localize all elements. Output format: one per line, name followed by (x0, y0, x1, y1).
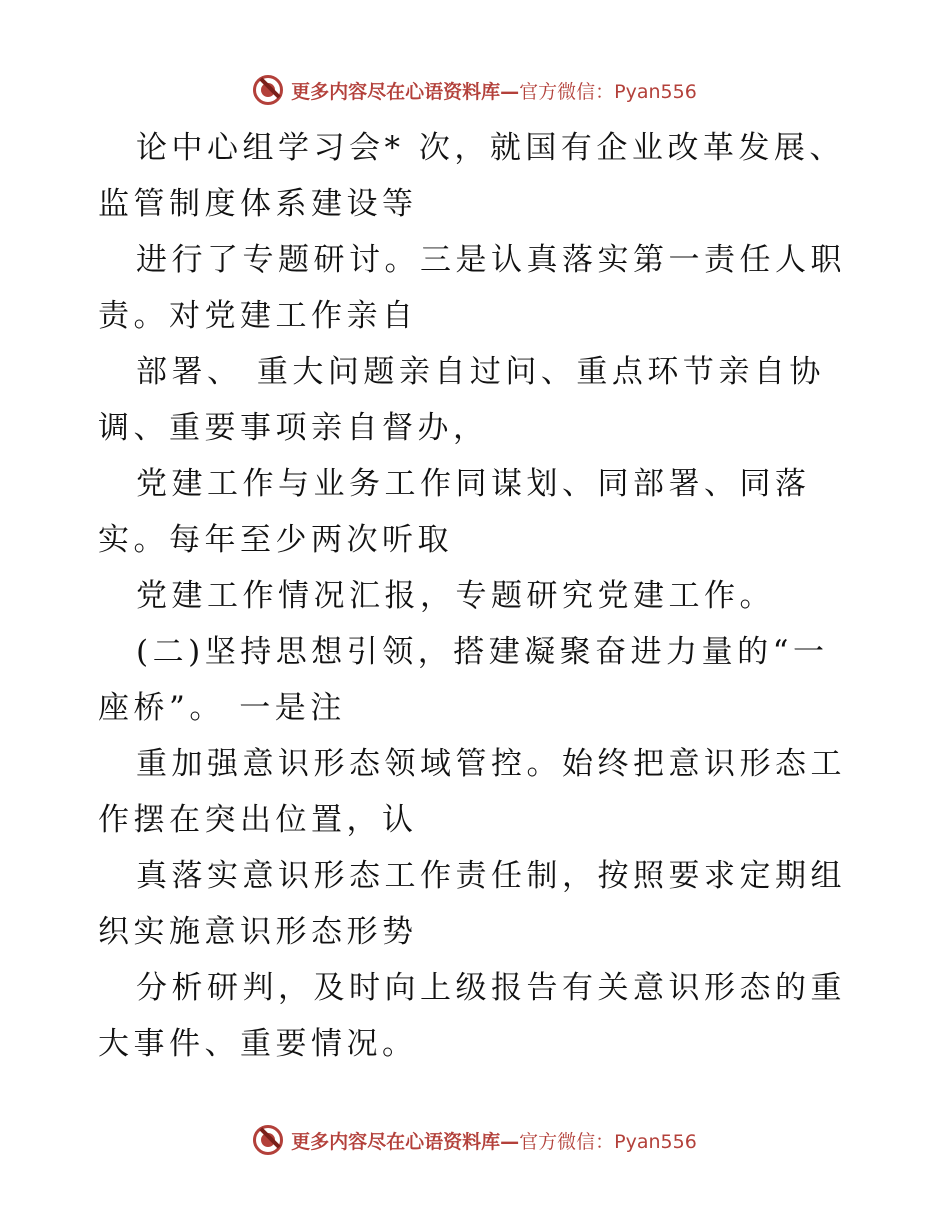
footer-banner-text: 更多内容尽在心语资料库— (291, 1130, 520, 1153)
text-line: 论中心组学习会* 次，就国有企业改革发展、监管制度体系建设等 (98, 130, 845, 222)
text-line: 真落实意识形态工作责任制，按照要求定期组织实施意识形态形势 (98, 858, 846, 950)
text-line: 重加强意识形态领域管控。始终把意识形态工作摆在突出位置，认 (98, 746, 846, 838)
text-line: 党建工作情况汇报，专题研究党建工作。 (136, 578, 775, 614)
header-banner-contact: 官方微信：Pyan556 (519, 80, 697, 103)
pen-logo-icon (253, 75, 283, 105)
footer-banner (0, 1120, 950, 1160)
text-line: 分析研判，及时向上级报告有关意识形态的重大事件、重要情况。 (98, 970, 846, 1062)
text-line: 党建工作与业务工作同谋划、同部署、同落实。每年至少两次听取 (98, 466, 811, 558)
pen-logo-icon (253, 1125, 283, 1155)
text-line: 进行了专题研讨。三是认真落实第一责任人职责。对党建工作亲自 (98, 242, 846, 334)
text-line: (二)坚持思想引领，搭建凝聚奋进力量的“一座桥”。 一是注 (98, 634, 829, 726)
header-banner-text: 更多内容尽在心语资料库— (291, 80, 520, 103)
text-line: 部署、 重大问题亲自过问、重点环节亲自协调、重要事项亲自督办， (98, 354, 825, 446)
document-body (98, 120, 858, 1072)
footer-banner-contact: 官方微信：Pyan556 (519, 1130, 697, 1153)
header-banner (0, 70, 950, 110)
